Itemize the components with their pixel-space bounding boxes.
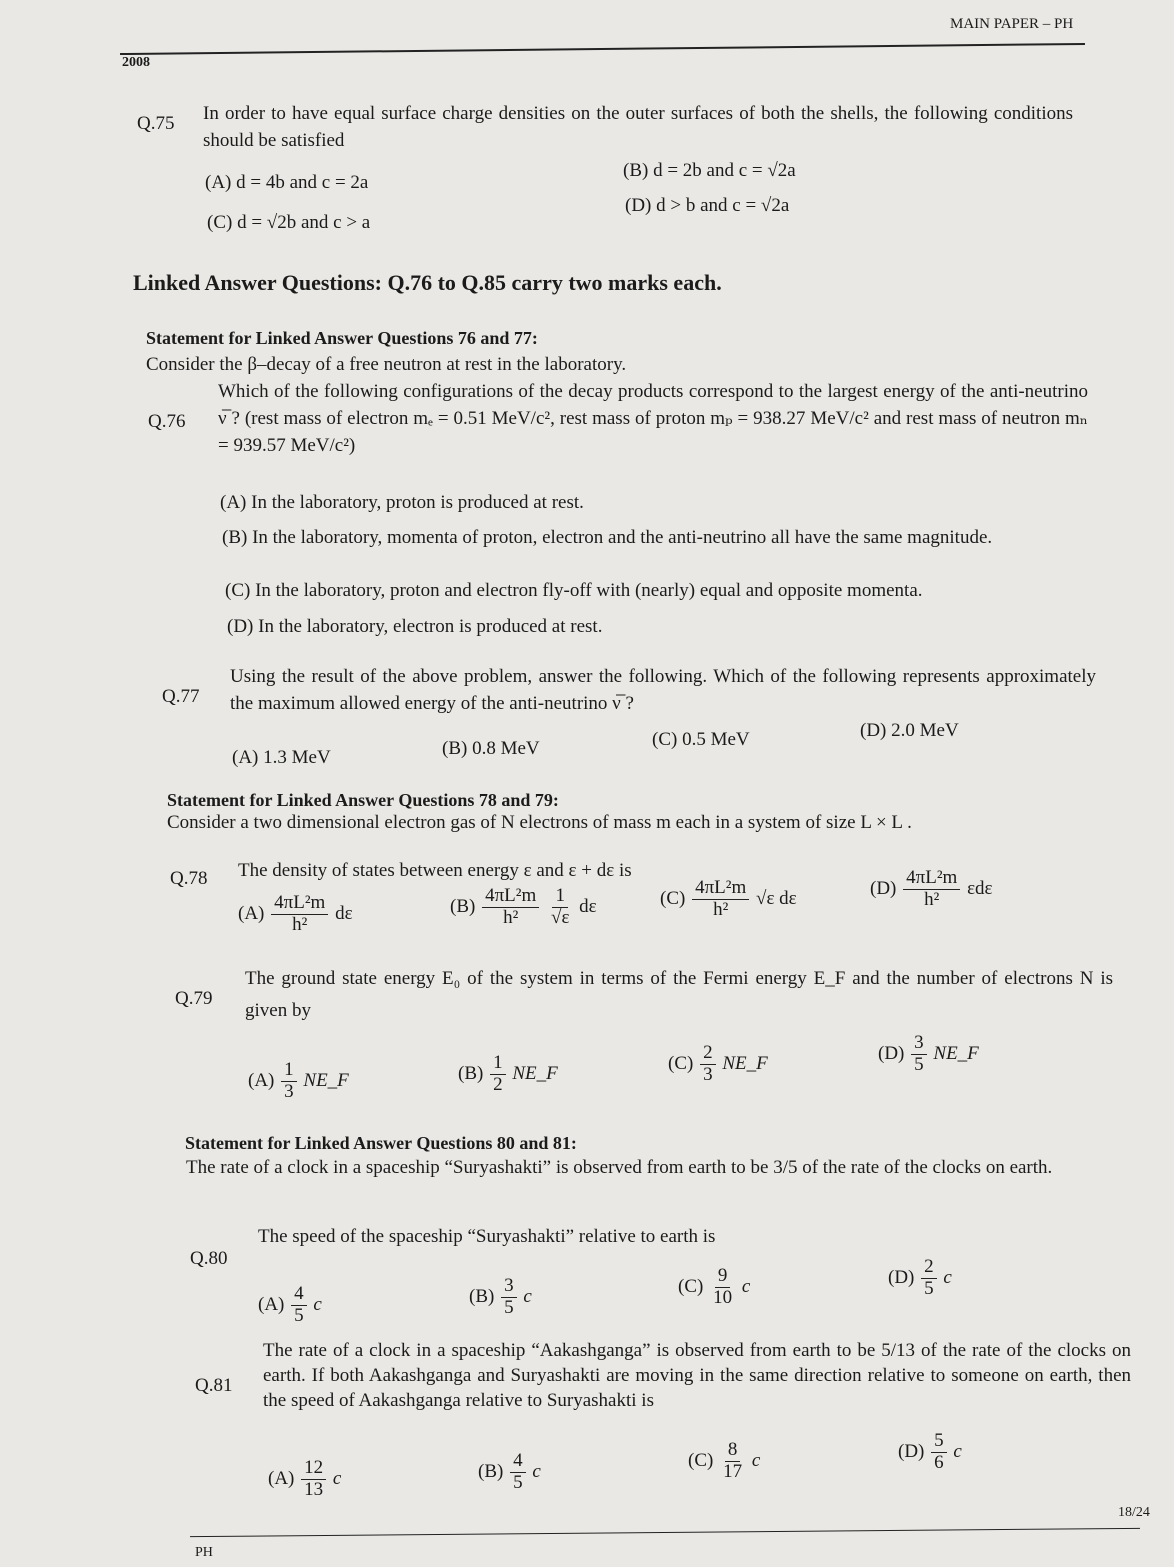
q81-option-b [478,1451,541,1494]
fraction [911,1033,927,1076]
fraction [692,878,749,921]
q75-option-d: (D) d > b and c = √2a [625,195,790,216]
question-text: The ground state energy E₀ of the system in terms of the Fermi energy E_F and the number of electrons N is given by [245,968,1113,1021]
option-label: (A) [268,1467,295,1489]
denominator: 2 [493,1073,503,1095]
q75-option-b: (B) d = 2b and c = √2a [623,160,796,181]
denominator: h² [924,888,940,910]
option-label: (D) [878,1042,905,1064]
paper-header: MAIN PAPER – PH [950,16,1074,32]
fraction [700,1043,716,1086]
q80-option-d [888,1257,952,1300]
fraction [903,868,960,911]
option-label: (C) [660,887,686,909]
q80-option-c [678,1266,750,1309]
numerator: 1 [552,886,568,908]
q76-option-c: (C) In the laboratory, proton and electron fly-off with (nearly) equal and opposite momenta. [225,580,923,601]
fraction [301,1458,326,1501]
speed-of-light: c [313,1293,322,1315]
denominator: 13 [304,1478,324,1500]
footer-subject: PH [195,1545,213,1560]
speed-of-light: c [741,1275,751,1297]
question-text: Using the result of the above problem, answer the following. Which of the following represents approximately the maximum allowed energy of the anti-neutrino ν̅ ? [230,666,1096,714]
numerator: 8 [725,1440,741,1462]
option-label: (A) [248,1069,275,1091]
numerator: 4πL²m [482,886,539,908]
numerator: 4 [291,1284,307,1306]
numerator: 5 [931,1431,947,1453]
q77-option-d: (D) 2.0 MeV [860,720,959,741]
q78-option-c [660,878,797,921]
numerator: 3 [501,1276,517,1298]
question-number: Q.75 [137,113,175,134]
option-label: (D) [888,1266,915,1288]
denominator: 5 [504,1296,514,1318]
header-rule [120,43,1085,55]
denominator: h² [292,913,308,935]
footer-rule [190,1528,1140,1537]
fraction [548,886,572,929]
q81-option-a [268,1458,341,1501]
question-number: Q.77 [162,686,200,707]
q79-option-c [668,1043,768,1086]
option-label: (A) [238,902,265,924]
denominator: 5 [924,1277,934,1299]
q79-option-a [248,1060,349,1103]
denominator: 5 [914,1053,924,1075]
fraction [510,1451,526,1494]
denominator: √ε [551,906,570,928]
q76-option-a: (A) In the laboratory, proton is produced at rest. [220,492,584,513]
option-label: (C) [678,1275,704,1297]
option-label: (B) [478,1460,504,1482]
denominator: 6 [934,1451,944,1473]
year-label: 2008 [122,55,150,70]
q75-option-c: (C) d = √2b and c > a [207,212,371,233]
q79-option-b [458,1053,558,1096]
statement-text-78-79: Consider a two dimensional electron gas of N electrons of mass m each in a system of size L × L . [167,812,912,833]
denominator: 3 [284,1080,294,1102]
q76-option-b: (B) In the laboratory, momenta of proton, electron and the anti-neutrino all have the same magnitude. [222,527,993,548]
denominator: 3 [703,1063,713,1085]
fraction [921,1257,937,1300]
question-number: Q.76 [148,411,186,432]
q76-option-d: (D) In the laboratory, electron is produced at rest. [227,616,603,637]
fraction [490,1053,506,1096]
numerator: 4πL²m [903,868,960,890]
numerator: 1 [281,1060,297,1082]
numerator: 1 [490,1053,506,1075]
speed-of-light: c [953,1440,962,1462]
expression: NE_F [512,1062,558,1084]
fraction [291,1284,307,1327]
expression: NE_F [722,1052,768,1074]
question-text: The rate of a clock in a spaceship “Aakashganga” is observed from earth to be 5/13 of the rate of the clocks on earth. If both Aakashganga and Suryashakti are moving in the same direction relative to someone on earth, then the speed of Aakashganga relative to Suryashakti is [263,1340,1131,1411]
question-number: Q.81 [195,1375,233,1396]
numerator: 3 [911,1033,927,1055]
expression: NE_F [303,1069,349,1091]
numerator: 12 [301,1458,326,1480]
question-number: Q.79 [175,988,213,1009]
q78-option-b [450,886,597,929]
q77-option-b: (B) 0.8 MeV [442,738,540,759]
statement-title-76-77: Statement for Linked Answer Questions 76 and 77: [146,328,538,348]
denominator: 5 [513,1471,523,1493]
fraction [501,1276,517,1319]
q77-option-c: (C) 0.5 MeV [652,729,750,750]
question-text: The density of states between energy ε and ε + dε is [238,860,632,881]
numerator: 2 [700,1043,716,1065]
section-title: Linked Answer Questions: Q.76 to Q.85 carry two marks each. [133,270,722,295]
option-label: (C) [688,1449,714,1471]
q79-option-d [878,1033,979,1076]
differential: dε [579,895,597,917]
numerator: 9 [715,1266,731,1288]
numerator: 4πL²m [271,893,328,915]
fraction [281,1060,297,1103]
question-text: The speed of the spaceship “Suryashakti” relative to earth is [258,1226,716,1247]
q80-option-b [469,1276,532,1319]
speed-of-light: c [751,1449,761,1471]
question-number: Q.80 [190,1248,228,1269]
fraction [482,886,539,929]
fraction [710,1266,735,1309]
statement-title-78-79: Statement for Linked Answer Questions 78 and 79: [167,790,559,810]
numerator: 4πL²m [692,878,749,900]
option-label: (B) [458,1062,484,1084]
differential: dε [335,902,353,924]
speed-of-light: c [523,1285,532,1307]
fraction [720,1440,745,1483]
option-label: (B) [469,1285,495,1307]
q81-option-c [688,1440,760,1483]
integrand: √ε dε [756,887,797,909]
question-text: In order to have equal surface charge densities on the outer surfaces of both the shells, the following conditions should be satisfied [203,103,1073,151]
statement-title-80-81: Statement for Linked Answer Questions 80 and 81: [185,1133,577,1153]
denominator: 10 [713,1286,733,1308]
denominator: h² [713,898,729,920]
speed-of-light: c [943,1266,952,1288]
numerator: 4 [510,1451,526,1473]
option-label: (D) [870,877,897,899]
option-label: (C) [668,1052,694,1074]
q78-option-a [238,893,353,936]
q77-option-a: (A) 1.3 MeV [232,747,331,768]
numerator: 2 [921,1257,937,1279]
statement-text-80-81: The rate of a clock in a spaceship “Suryashakti” is observed from earth to be 3/5 of the rate of the clocks on earth. [186,1157,1053,1178]
option-label: (B) [450,895,476,917]
question-text: Which of the following configurations of the decay products correspond to the largest energy of the anti-neutrino ν̅ ? (rest mass of electron mₑ = 0.51 MeV/c², rest mass of proton mₚ = 938.27 MeV/c² and rest mass of neutron mₙ = 939.57 MeV/c²) [218,381,1088,456]
option-label: (D) [898,1440,925,1462]
q78-option-d [870,868,993,911]
denominator: h² [503,906,519,928]
speed-of-light: c [332,1467,342,1489]
option-label: (A) [258,1293,285,1315]
q81-option-d [898,1431,962,1474]
denominator: 5 [294,1304,304,1326]
question-number: Q.78 [170,868,208,889]
expression: NE_F [933,1042,979,1064]
q75-option-a: (A) d = 4b and c = 2a [205,172,369,193]
statement-text-76-77: Consider the β–decay of a free neutron at rest in the laboratory. [146,354,627,375]
integrand: εdε [967,877,993,899]
q80-option-a [258,1284,322,1327]
page-number: 18/24 [1118,1505,1150,1520]
fraction [271,893,328,936]
denominator: 17 [723,1460,743,1482]
fraction [931,1431,947,1474]
speed-of-light: c [532,1460,541,1482]
